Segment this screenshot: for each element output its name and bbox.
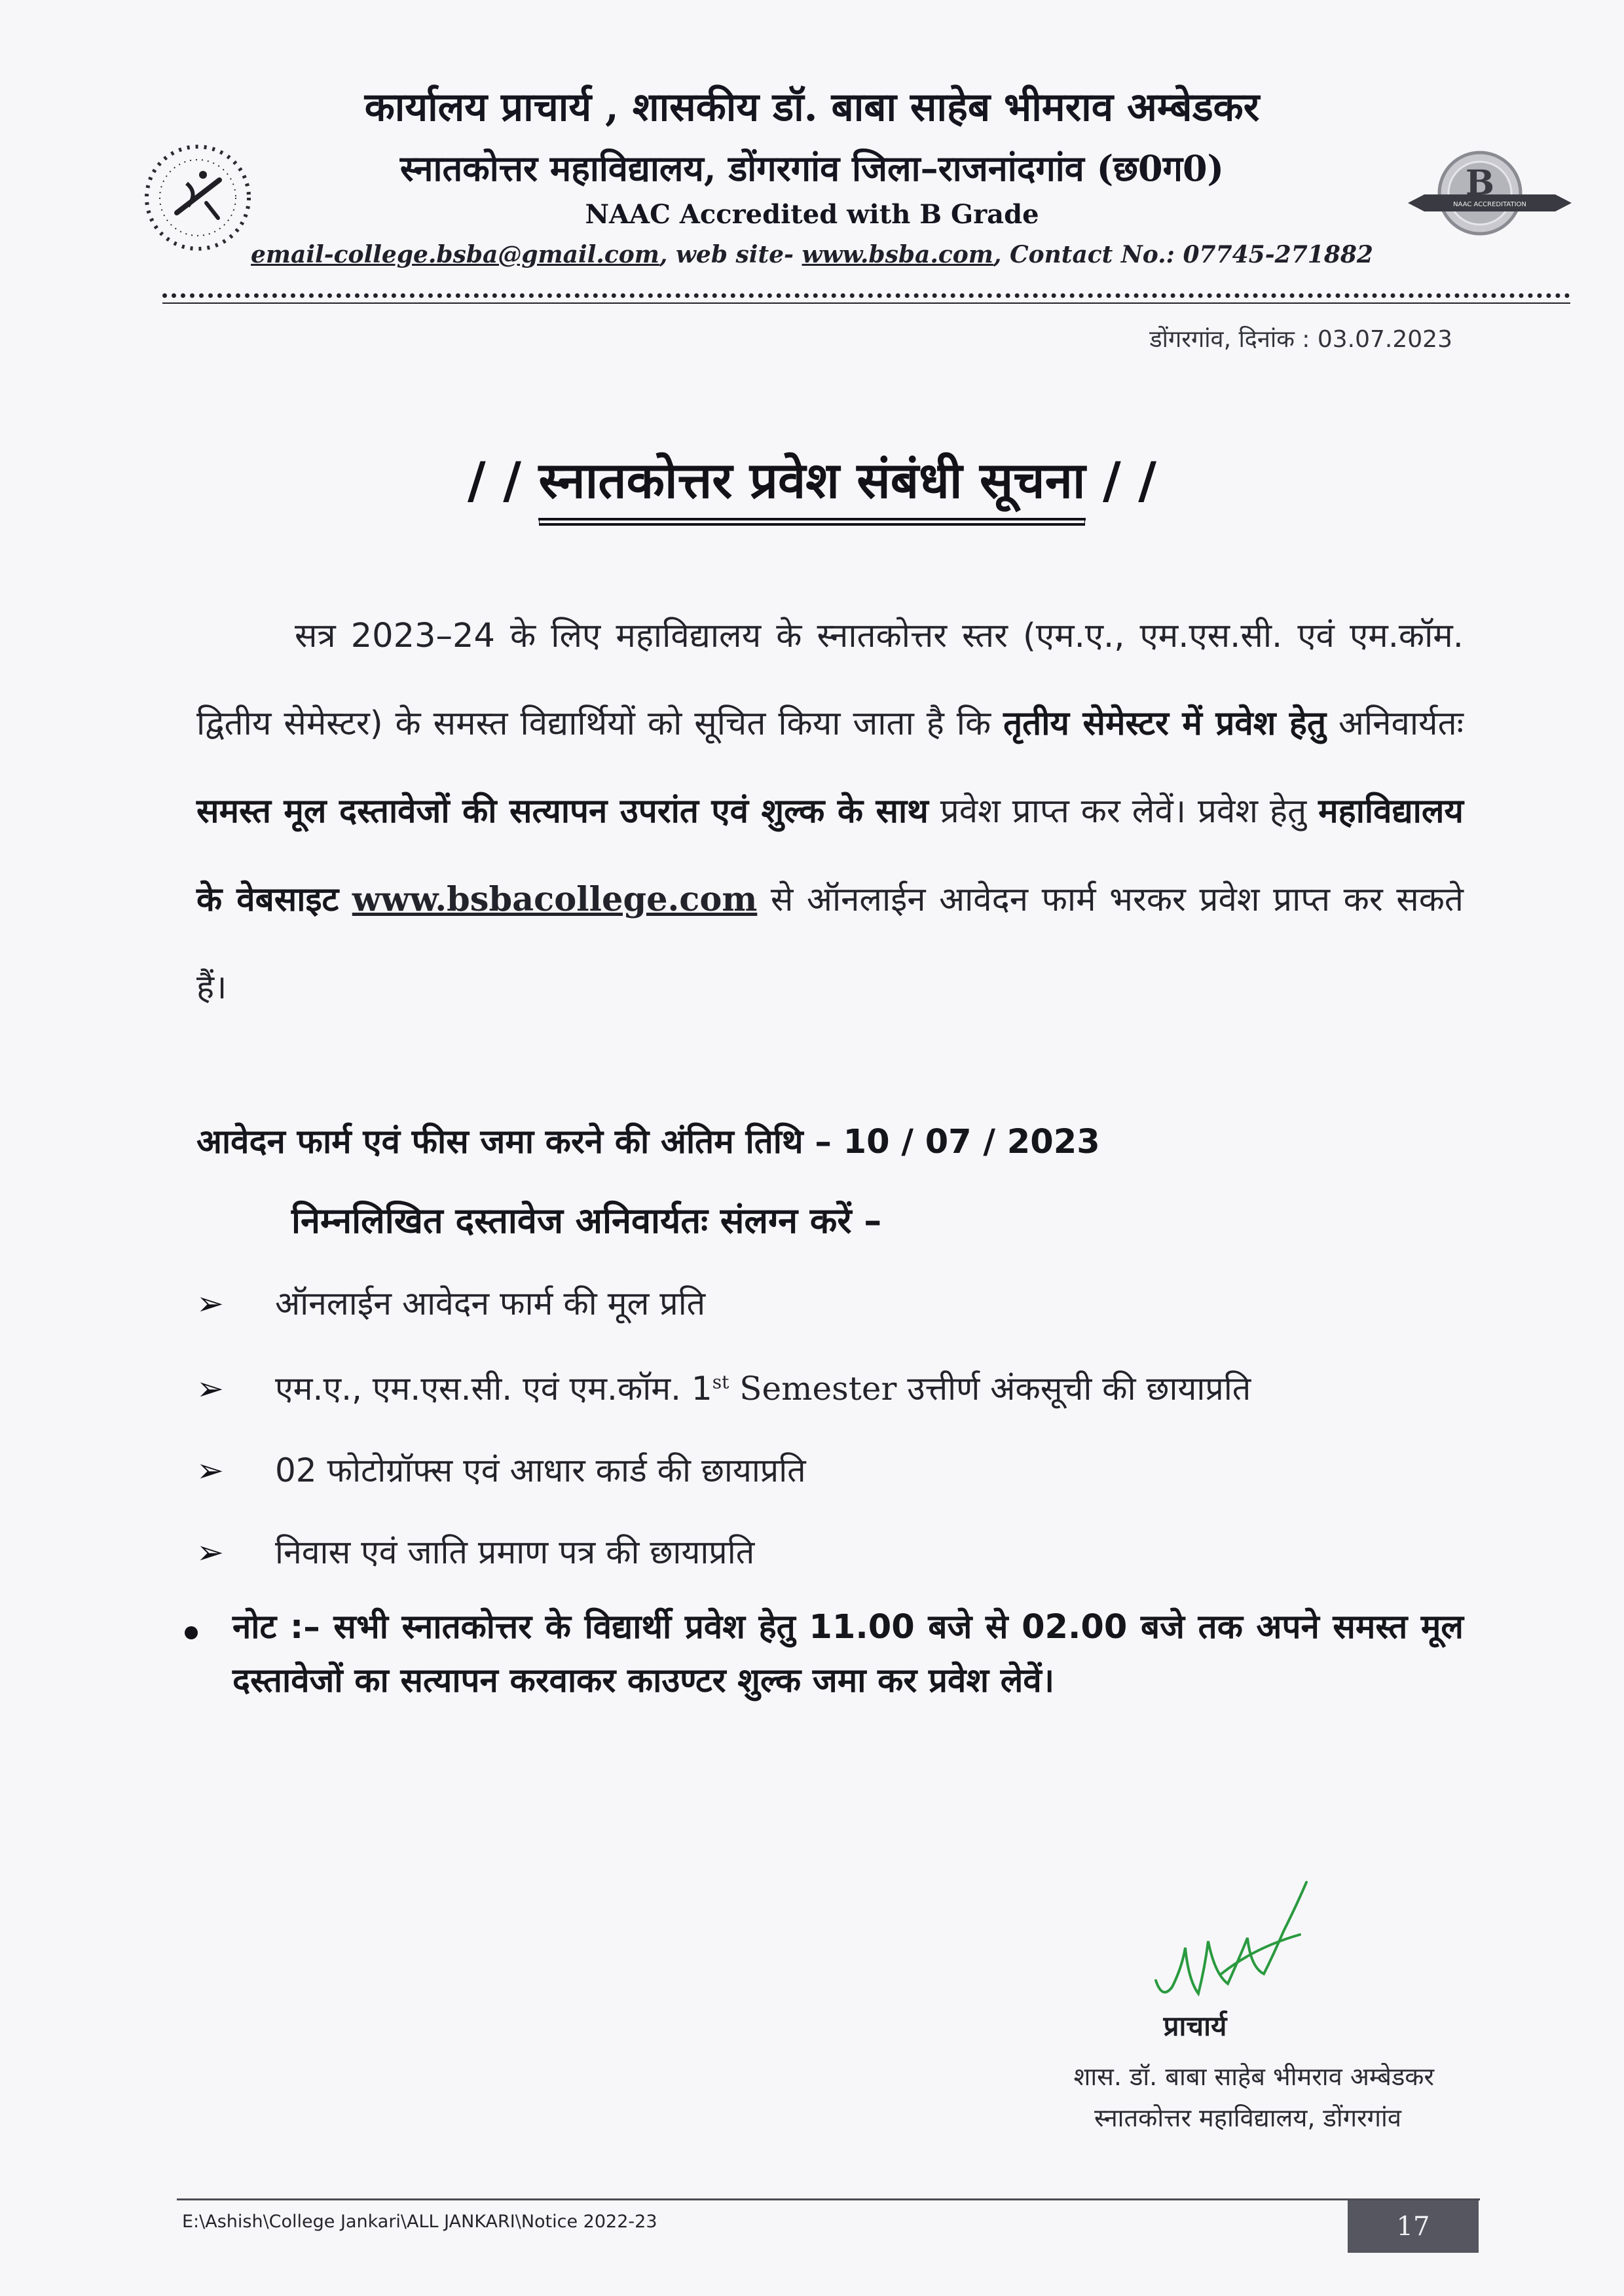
notice-date: डोंगरगांव, दिनांक : 03.07.2023: [1149, 326, 1452, 353]
college-website-link[interactable]: www.bsbacollege.com: [352, 880, 758, 919]
arrow-bullet-icon: ➢: [196, 1533, 224, 1571]
header-accreditation: NAAC Accredited with B Grade: [585, 199, 1039, 230]
web-label: , web site-: [659, 241, 794, 268]
naac-badge-text: NAAC ACCREDITATION: [1453, 201, 1526, 208]
document-item: [196, 1529, 754, 1573]
para-part4: से ऑनलाईन आवेदन फार्म भरकर प्रवेश प्राप्त कर सकते हैं।: [196, 881, 1464, 1007]
document-text-sup: st: [712, 1371, 729, 1393]
header-dotted-rule: [162, 293, 1570, 298]
para-bold1: तृतीय सेमेस्टर में प्रवेश हेतु: [1003, 704, 1327, 743]
email-link[interactable]: email-college.bsba@gmail.com: [251, 241, 659, 268]
footer-rule: [177, 2198, 1480, 2200]
document-text-semester: Semester: [729, 1370, 897, 1408]
document-item: [196, 1365, 1251, 1410]
deadline-line: आवेदन फार्म एवं फीस जमा करने की अंतिम तिथि – 10 / 07 / 2023: [196, 1123, 1100, 1161]
contact-number: , Contact No.: 07745-271882: [993, 241, 1373, 268]
arrow-bullet-icon: ➢: [196, 1285, 224, 1322]
document-item: [196, 1280, 705, 1324]
document-text-pre: एम.ए., एम.एस.सी. एवं एम.कॉम. 1: [275, 1370, 712, 1408]
note-text: नोट :– सभी स्नातकोत्तर के विद्यार्थी प्रवेश हेतु 11.00 बजे से 02.00 बजे तक अपने समस्त मूल दस्तावेजों का सत्यापन करवाकर काउण्टर शुल्क जमा कर प्रवेश लेवें।: [232, 1608, 1464, 1700]
footer-file-path: E:\Ashish\College Jankari\ALL JANKARI\Notice 2022-23: [182, 2212, 657, 2232]
arrow-bullet-icon: ➢: [196, 1451, 224, 1489]
para-bold2: समस्त मूल दस्तावेजों की सत्यापन उपरांत एवं शुल्क के साथ: [196, 792, 929, 831]
documents-heading: निम्नलिखित दस्तावेज अनिवार्यतः संलग्न करें –: [291, 1200, 882, 1241]
document-text: 02 फोटोग्रॉफ्स एवं आधार कार्ड की छायाप्रति: [275, 1451, 806, 1489]
title-prefix: / /: [467, 451, 521, 509]
para-bold3: महाविद्यालय के वेबसाइट: [196, 792, 1464, 919]
page-number: 17: [1348, 2200, 1479, 2253]
principal-signature: [1143, 1869, 1313, 2020]
contact-line: [0, 241, 1624, 268]
naac-badge-letter: B: [1466, 163, 1494, 203]
naac-badge: [1408, 147, 1572, 246]
signature-title: प्राचार्य: [1163, 2010, 1227, 2042]
title-text: स्नातकोत्तर प्रवेश संबंधी सूचना: [538, 445, 1085, 520]
note-bullet-icon: [185, 1626, 198, 1639]
para-part2: अनिवार्यतः: [1326, 704, 1464, 743]
website-link[interactable]: www.bsba.com: [802, 241, 993, 268]
document-text: निवास एवं जाति प्रमाण पत्र की छायाप्रति: [275, 1533, 755, 1571]
para-part3: प्रवेश प्राप्त कर लेवें। प्रवेश हेतु: [928, 792, 1319, 831]
signature-institution-line1: शास. डॉ. बाबा साहेब भीमराव अम्बेडकर: [1073, 2062, 1434, 2091]
notice-paragraph: [196, 592, 1464, 1032]
para-part1: सत्र 2023–24 के लिए महाविद्यालय के स्नातकोत्तर स्तर (एम.ए., एम.एस.सी. एवं एम.कॉम. द्वितीय सेमेस्टर) के समस्त विद्यार्थियों को सूचित किया जाता है कि: [196, 617, 1464, 743]
title-suffix: / /: [1103, 451, 1157, 509]
document-text-post: उत्तीर्ण अंकसूची की छायाप्रति: [896, 1370, 1251, 1408]
header-solid-rule: [162, 302, 1570, 304]
document-item: [196, 1447, 806, 1491]
document-text: ऑनलाईन आवेदन फार्म की मूल प्रति: [275, 1285, 706, 1322]
arrow-bullet-icon: ➢: [196, 1370, 224, 1408]
header-office-line: कार्यालय प्राचार्य , शासकीय डॉ. बाबा साहेब भीमराव अम्बेडकर: [364, 84, 1260, 130]
signature-institution-line2: स्नातकोत्तर महाविद्यालय, डोंगरगांव: [1094, 2104, 1401, 2132]
notice-title: [0, 445, 1624, 520]
header-college-line: स्नातकोत्तर महाविद्यालय, डोंगरगांव जिला–राजनांदगांव (छ0ग0): [399, 147, 1225, 189]
